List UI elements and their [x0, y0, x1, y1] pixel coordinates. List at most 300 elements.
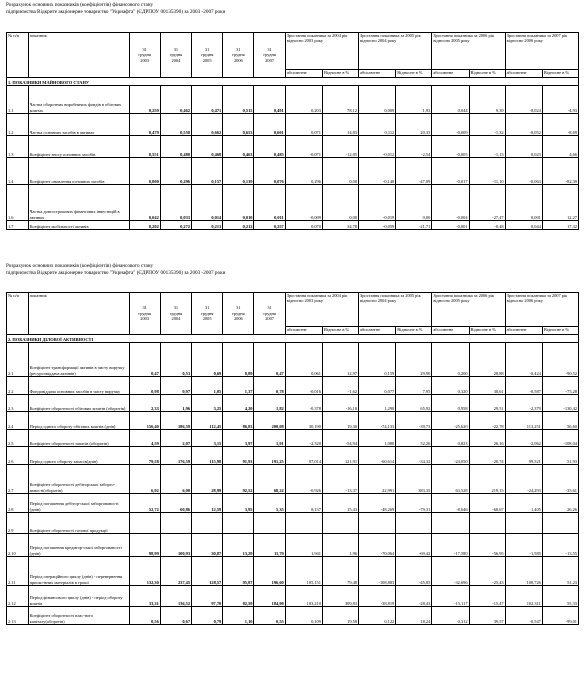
change-absolute: 105,151 [285, 557, 322, 586]
year-value: 0,296 [160, 158, 191, 185]
table2-caption-line2: підприємства Відкрите акціонерне товариство "Укрнафта" (ЄДРПОУ 00135390) за 2003 -2007 роки [6, 270, 226, 276]
change-relative: -45,85 [396, 557, 432, 586]
section-row [7, 335, 579, 343]
row-number: 2.10 [7, 534, 29, 557]
change-relative: -68,67 [469, 494, 505, 513]
header-change: Зростання показника за 2005 рік відносно 2004 року [359, 293, 432, 327]
header-change: Зростання показника за 2005 рік відносно 2004 року [359, 33, 432, 70]
year-value: 52,72 [129, 494, 160, 513]
header-year-part: 2003 [140, 316, 150, 322]
change-relative: 12,97 [322, 343, 358, 377]
row-number: 1.3 [7, 136, 29, 158]
change-relative: 121,91 [322, 447, 358, 465]
change-relative: -8,69 [542, 114, 578, 136]
header-year [223, 293, 254, 335]
change-absolute: 102,311 [505, 586, 542, 607]
change-absolute [359, 513, 396, 534]
year-value: 68,22 [254, 465, 285, 494]
year-value [192, 513, 223, 534]
year-value: 12,59 [192, 494, 223, 513]
year-value: 0,89 [223, 343, 254, 377]
change-relative: -1,13 [469, 136, 505, 158]
row-number: 1.1 [7, 86, 29, 114]
year-value: 0,97 [160, 377, 191, 395]
year-value: 237,45 [160, 557, 191, 586]
change-absolute: -25,620 [432, 412, 469, 430]
year-value: 0,462 [160, 86, 191, 114]
change-absolute: 0,044 [432, 86, 469, 114]
year-value: 86,83 [223, 412, 254, 430]
row-number: 1.7 [7, 221, 29, 230]
change-relative: 29,90 [396, 343, 432, 377]
year-value: 0,213 [192, 221, 223, 230]
year-value: 0,79 [192, 607, 223, 625]
change-relative: -54,94 [322, 430, 358, 447]
change-absolute [432, 513, 469, 534]
change-relative: 0,00 [396, 185, 432, 221]
table-row [7, 494, 579, 513]
change-absolute: -2,062 [505, 430, 542, 447]
year-value: 184,90 [254, 586, 285, 607]
change-absolute: 0,320 [432, 377, 469, 395]
table2-caption-line1: Розрахунок основних показників (коефіцієнтів) фінансового стану [6, 263, 154, 269]
year-value: 3,25 [192, 395, 223, 412]
change-absolute: 0,312 [432, 607, 469, 625]
change-absolute: 97,014 [285, 447, 322, 465]
year-value: 92,52 [223, 465, 254, 494]
table-row [7, 114, 579, 136]
year-value: 4,20 [223, 395, 254, 412]
change-relative: -39,73 [396, 412, 432, 430]
change-relative: 4,66 [542, 136, 578, 158]
header-row [7, 293, 579, 327]
change-absolute: -0,547 [505, 607, 542, 625]
year-value: 0,000 [129, 158, 160, 185]
change-absolute: -0,424 [505, 343, 542, 377]
header-year-part: грудня [169, 310, 183, 316]
year-value: 3,15 [192, 430, 223, 447]
change-relative [322, 513, 358, 534]
header-year-part: 2004 [171, 57, 181, 63]
header-year-part: 2006 [233, 57, 243, 63]
row-indicator-name: Коефіцієнт оборотності обігових коштів (оборотів) [28, 395, 129, 412]
header-change: Зростання показника за 2006 рік відносно 2005 року [432, 33, 505, 70]
year-value: 0,491 [254, 86, 285, 114]
change-relative: -130,42 [542, 395, 578, 412]
row-number: 1.2 [7, 114, 29, 136]
row-number: 2.4 [7, 412, 29, 430]
year-value: 13,29 [223, 534, 254, 557]
row-indicator-name: Коефіцієнт оборотності дебіторської заборго-ваності(оборотів) [28, 465, 129, 494]
year-value: 0,480 [160, 136, 191, 158]
year-value: 112,45 [192, 412, 223, 430]
header-change: Зростання показника за 2004 рік відносно 2003 року [285, 293, 358, 327]
change-absolute [505, 513, 542, 534]
change-relative: -22,78 [469, 412, 505, 430]
year-value: 200,08 [254, 412, 285, 430]
change-relative: -16,18 [322, 395, 358, 412]
change-absolute: -0,378 [285, 395, 322, 412]
row-number: 2.13 [7, 607, 29, 625]
change-relative: -35,61 [542, 465, 578, 494]
change-relative: 18,24 [396, 607, 432, 625]
header-year [254, 293, 285, 335]
header-relative: Відносне в % [542, 70, 578, 78]
year-value: 176,59 [160, 447, 191, 465]
row-number: 2.7 [7, 465, 29, 494]
year-value: 60,86 [160, 494, 191, 513]
row-indicator-name: Коефіцієнт зносу основних засобів [28, 136, 129, 158]
change-relative: -25,43 [469, 557, 505, 586]
table-row [7, 513, 579, 534]
year-value: 0,139 [223, 158, 254, 185]
change-relative [469, 513, 505, 534]
table-row [7, 412, 579, 430]
header-year [129, 293, 160, 335]
change-absolute: 113,251 [505, 412, 542, 430]
row-indicator-name: Частка оборотних виробничих фондів в обігових коштах [28, 86, 129, 114]
change-absolute: 0,109 [285, 607, 322, 625]
header-year-part: 31 [142, 46, 147, 52]
table-row [7, 136, 579, 158]
change-absolute: 22,991 [359, 465, 396, 494]
change-relative: -15,47 [469, 586, 505, 607]
header-absolute: абсолютне [285, 327, 322, 335]
row-indicator-name: Коефіцієнт мобільності активів [28, 221, 129, 230]
header-year-part: 31 [204, 305, 210, 311]
header-absolute: абсолютне [359, 70, 396, 78]
table-property-indicators [6, 32, 579, 230]
change-absolute: -15,117 [432, 586, 469, 607]
change-absolute: -38,819 [359, 586, 396, 607]
header-year [192, 33, 223, 78]
change-absolute: 0,122 [359, 607, 396, 625]
table-row [7, 158, 579, 185]
header-year-part: 31 [173, 305, 179, 311]
year-value: 0,479 [129, 114, 160, 136]
table1-caption-line2: підприємства Відкрите акціонерне товариство "Укрнафта" (ЄДРПОУ 00135390) за 2003 -2007 роки [6, 9, 226, 15]
year-value: 0,550 [160, 114, 191, 136]
change-relative: -2,54 [396, 136, 432, 158]
change-absolute: 0,112 [359, 114, 396, 136]
change-absolute: 99,321 [505, 447, 542, 465]
year-value: 0,78 [254, 377, 285, 395]
change-relative: 383,35 [396, 465, 432, 494]
year-value: 0,033 [160, 185, 191, 221]
change-absolute: -0,004 [432, 185, 469, 221]
row-indicator-name: Коефіцієнт оборотності влас-ного капіталу(оборотів) [28, 607, 129, 625]
row-number: 1.4 [7, 158, 29, 185]
header-year-part: 31 [236, 305, 241, 311]
change-relative: 52,26 [396, 430, 432, 447]
change-relative: 14,83 [322, 114, 358, 136]
change-relative: 19,58 [322, 607, 358, 625]
year-value: 6,00 [160, 465, 191, 494]
header-absolute: абсолютне [505, 327, 542, 335]
change-relative: -27,47 [469, 185, 505, 221]
table-row [7, 377, 579, 395]
year-value: 2,07 [160, 430, 191, 447]
change-relative: -13,37 [322, 465, 358, 494]
table1-caption-line1: Розрахунок основних показників (коефіцієнтів) фінансового стану [6, 2, 154, 8]
year-value: 0,56 [129, 607, 160, 625]
row-indicator-name: Коефіцієнт оборотності запасів (оборотів) [28, 430, 129, 447]
change-relative: 79,48 [322, 557, 358, 586]
section-title: 1. ПОКАЗНИКИ МАЙНОВОГО СТАНУ [7, 78, 579, 86]
header-absolute: абсолютне [432, 70, 469, 78]
header-year [160, 33, 191, 78]
change-relative: 55,33 [542, 586, 578, 607]
change-absolute: -70,064 [359, 534, 396, 557]
table-row [7, 447, 579, 465]
change-relative: 17,32 [542, 221, 578, 230]
change-relative: -82,39 [542, 158, 578, 185]
change-relative: -28,43 [396, 586, 432, 607]
header-year-part: 2006 [233, 316, 243, 322]
row-number: 1.6 [7, 185, 29, 221]
header-year-part: 2005 [202, 316, 212, 322]
change-absolute: 0,009 [359, 86, 396, 114]
year-value: 100,93 [160, 534, 191, 557]
section-row [7, 78, 579, 86]
change-absolute: -2,520 [285, 430, 322, 447]
table-row [7, 343, 579, 377]
year-value [254, 513, 285, 534]
year-value: 3,97 [223, 430, 254, 447]
header-relative: Відносне в % [542, 327, 578, 335]
change-absolute: -0,005 [432, 136, 469, 158]
change-relative: 0,00 [322, 185, 358, 221]
year-value: 98,99 [129, 534, 160, 557]
change-absolute: -0,587 [505, 377, 542, 395]
change-absolute: 0,071 [285, 114, 322, 136]
year-value: 0,47 [254, 343, 285, 377]
year-value: 82,59 [223, 586, 254, 607]
change-relative: 34,78 [322, 221, 358, 230]
year-value: 0,67 [160, 607, 191, 625]
year-value: 1,96 [160, 395, 191, 412]
change-absolute: -17,580 [432, 534, 469, 557]
header-year-part: грудня [232, 310, 245, 316]
table-row [7, 586, 579, 607]
year-value: 11,70 [254, 534, 285, 557]
row-number: 2.5 [7, 430, 29, 447]
header-year-part: 31 [267, 46, 272, 52]
year-value: 191,25 [254, 447, 285, 465]
change-absolute: -60,614 [359, 447, 396, 465]
change-relative: 309,83 [322, 586, 358, 607]
change-relative: 1,93 [396, 86, 432, 114]
change-relative: -90,52 [542, 343, 578, 377]
change-absolute: -8,646 [432, 494, 469, 513]
change-relative: -11,10 [469, 158, 505, 185]
table-row [7, 534, 579, 557]
change-relative: 19,30 [322, 412, 358, 430]
change-absolute: 0,070 [285, 221, 322, 230]
change-relative: 1,96 [322, 534, 358, 557]
year-value: 1,82 [254, 395, 285, 412]
header-change: Зростання показника за 2004 рік відносно 2003 року [285, 33, 358, 70]
row-number: 2.3 [7, 395, 29, 412]
change-absolute: -48,269 [359, 494, 396, 513]
header-year [223, 33, 254, 78]
year-value [223, 513, 254, 534]
year-value: 0,042 [129, 185, 160, 221]
change-relative: 26,26 [542, 494, 578, 513]
header-year-part: грудня [232, 52, 245, 58]
header-year-part: 31 [142, 305, 147, 311]
header-year [160, 293, 191, 335]
change-absolute: 0,200 [432, 343, 469, 377]
change-relative: -99,01 [542, 607, 578, 625]
header-year-part: грудня [200, 310, 214, 316]
change-absolute: 1,941 [285, 534, 322, 557]
year-value: 2,33 [129, 395, 160, 412]
change-absolute: 0,077 [359, 377, 396, 395]
row-indicator-name: Коефіцієнт трансформації активів в чисту виручку (ресурсовіддача активів) [28, 343, 129, 377]
change-relative: -4,93 [542, 86, 578, 114]
year-value: 0,471 [192, 86, 223, 114]
row-number: 2.12 [7, 586, 29, 607]
year-value: 0,662 [192, 114, 223, 136]
change-absolute: 1,405 [505, 494, 542, 513]
year-value: 95,87 [223, 557, 254, 586]
change-absolute: -32,696 [432, 557, 469, 586]
year-value: 0,257 [254, 221, 285, 230]
change-absolute: -0,016 [285, 377, 322, 395]
header-relative: Відносне в % [322, 327, 358, 335]
change-relative: -69,42 [396, 534, 432, 557]
header-relative: Відносне в % [469, 70, 505, 78]
change-absolute: -0,009 [432, 114, 469, 136]
year-value: 0,98 [129, 377, 160, 395]
header-year [129, 33, 160, 78]
year-value: 0,551 [129, 136, 160, 158]
header-year-part: 31 [267, 305, 272, 311]
year-value: 0,485 [254, 136, 285, 158]
change-relative: -79,31 [396, 494, 432, 513]
year-value: 156,40 [129, 412, 160, 430]
table-row [7, 465, 579, 494]
header-year-part: грудня [169, 52, 183, 58]
row-indicator-name: Частка довгострокових фінансових інвестицій в активах [28, 185, 129, 221]
table-row [7, 185, 579, 221]
change-absolute: -74,133 [359, 412, 396, 430]
row-indicator-name: Період одного обороту запасів(днів) [28, 447, 129, 465]
year-value: 115,98 [192, 447, 223, 465]
year-value: 0,272 [160, 221, 191, 230]
row-number: 2.6 [7, 447, 29, 465]
header-year-part: грудня [263, 310, 276, 316]
year-value: 30,87 [192, 534, 223, 557]
year-value: 196,60 [254, 557, 285, 586]
change-absolute: 0,296 [285, 158, 322, 185]
header-year-part: 31 [204, 46, 210, 52]
change-absolute: 0,061 [285, 343, 322, 377]
header-relative: Відносне в % [322, 70, 358, 78]
change-relative: 28,88 [469, 343, 505, 377]
change-relative: -21,71 [396, 221, 432, 230]
table-row [7, 557, 579, 586]
change-absolute [285, 513, 322, 534]
year-value: 186,59 [160, 412, 191, 430]
change-absolute: -0,059 [359, 221, 396, 230]
row-indicator-name: Коефіцієнт оборотності готової продукції [28, 513, 129, 534]
row-indicator-name: Період фінансового циклу (днів) - період обороту коштів [28, 586, 129, 607]
change-relative: 0,00 [322, 158, 358, 185]
year-value: 0,601 [254, 114, 285, 136]
year-value: 1,10 [223, 607, 254, 625]
year-value: 0,014 [192, 185, 223, 221]
change-absolute: -2,379 [505, 395, 542, 412]
header-year-part: грудня [138, 52, 151, 58]
header-year-part: 2007 [265, 316, 274, 322]
table-row [7, 86, 579, 114]
year-value: 4,59 [129, 430, 160, 447]
change-absolute: 8,137 [285, 494, 322, 513]
header-relative: Відносне в % [469, 327, 505, 335]
change-relative [542, 513, 578, 534]
year-value: 6,92 [129, 465, 160, 494]
year-value: 0,259 [129, 86, 160, 114]
change-absolute: -0,017 [432, 158, 469, 185]
change-relative: -1,32 [469, 114, 505, 136]
year-value: 0,653 [223, 114, 254, 136]
header-absolute: абсолютне [432, 327, 469, 335]
change-absolute: 63,528 [432, 465, 469, 494]
change-relative: 51,93 [542, 447, 578, 465]
change-absolute: -24,050 [432, 447, 469, 465]
header-year-part: 2005 [202, 57, 212, 63]
change-relative: -34,32 [396, 447, 432, 465]
header-year-part: 2007 [265, 57, 274, 63]
year-value: 0,076 [254, 158, 285, 185]
change-absolute: -0,052 [505, 114, 542, 136]
header-indicator: показник [28, 293, 129, 335]
header-absolute: абсолютне [359, 327, 396, 335]
change-relative: 7,95 [396, 377, 432, 395]
year-value: 132,30 [129, 557, 160, 586]
change-relative: -56,95 [469, 534, 505, 557]
change-absolute: 0,044 [505, 221, 542, 230]
row-indicator-name: Період операційного циклу (днів) - перевернення приско-нних матеріалів в гроші [28, 557, 129, 586]
year-value: 33,31 [129, 586, 160, 607]
year-value: 3,95 [223, 494, 254, 513]
row-indicator-name: Частка основних засобів в активах [28, 114, 129, 136]
change-absolute: 0,823 [432, 430, 469, 447]
row-indicator-name: Період погашення кредитор-ської заборгованості (днів) [28, 534, 129, 557]
header-row [7, 33, 579, 70]
change-relative [396, 513, 432, 534]
change-relative: 26,16 [469, 430, 505, 447]
year-value: 5,35 [254, 494, 285, 513]
change-absolute: -0,001 [432, 221, 469, 230]
header-year-part: грудня [138, 310, 151, 316]
change-absolute: 0,958 [432, 395, 469, 412]
header-relative: Відносне в % [396, 327, 432, 335]
header-absolute: абсолютне [505, 70, 542, 78]
change-absolute: -108,883 [359, 557, 396, 586]
header-absolute: абсолютне [285, 70, 322, 78]
year-value: 97,70 [192, 586, 223, 607]
row-indicator-name: Коефіцієнт оновлення основних засобів [28, 158, 129, 185]
row-indicator-name: Період погашення дебітор-ської заборгованості (днів) [28, 494, 129, 513]
year-value: 79,58 [129, 447, 160, 465]
change-relative: 39,57 [469, 607, 505, 625]
change-relative: 29,51 [469, 395, 505, 412]
change-relative: 12,27 [542, 185, 578, 221]
change-relative: 9,39 [469, 86, 505, 114]
